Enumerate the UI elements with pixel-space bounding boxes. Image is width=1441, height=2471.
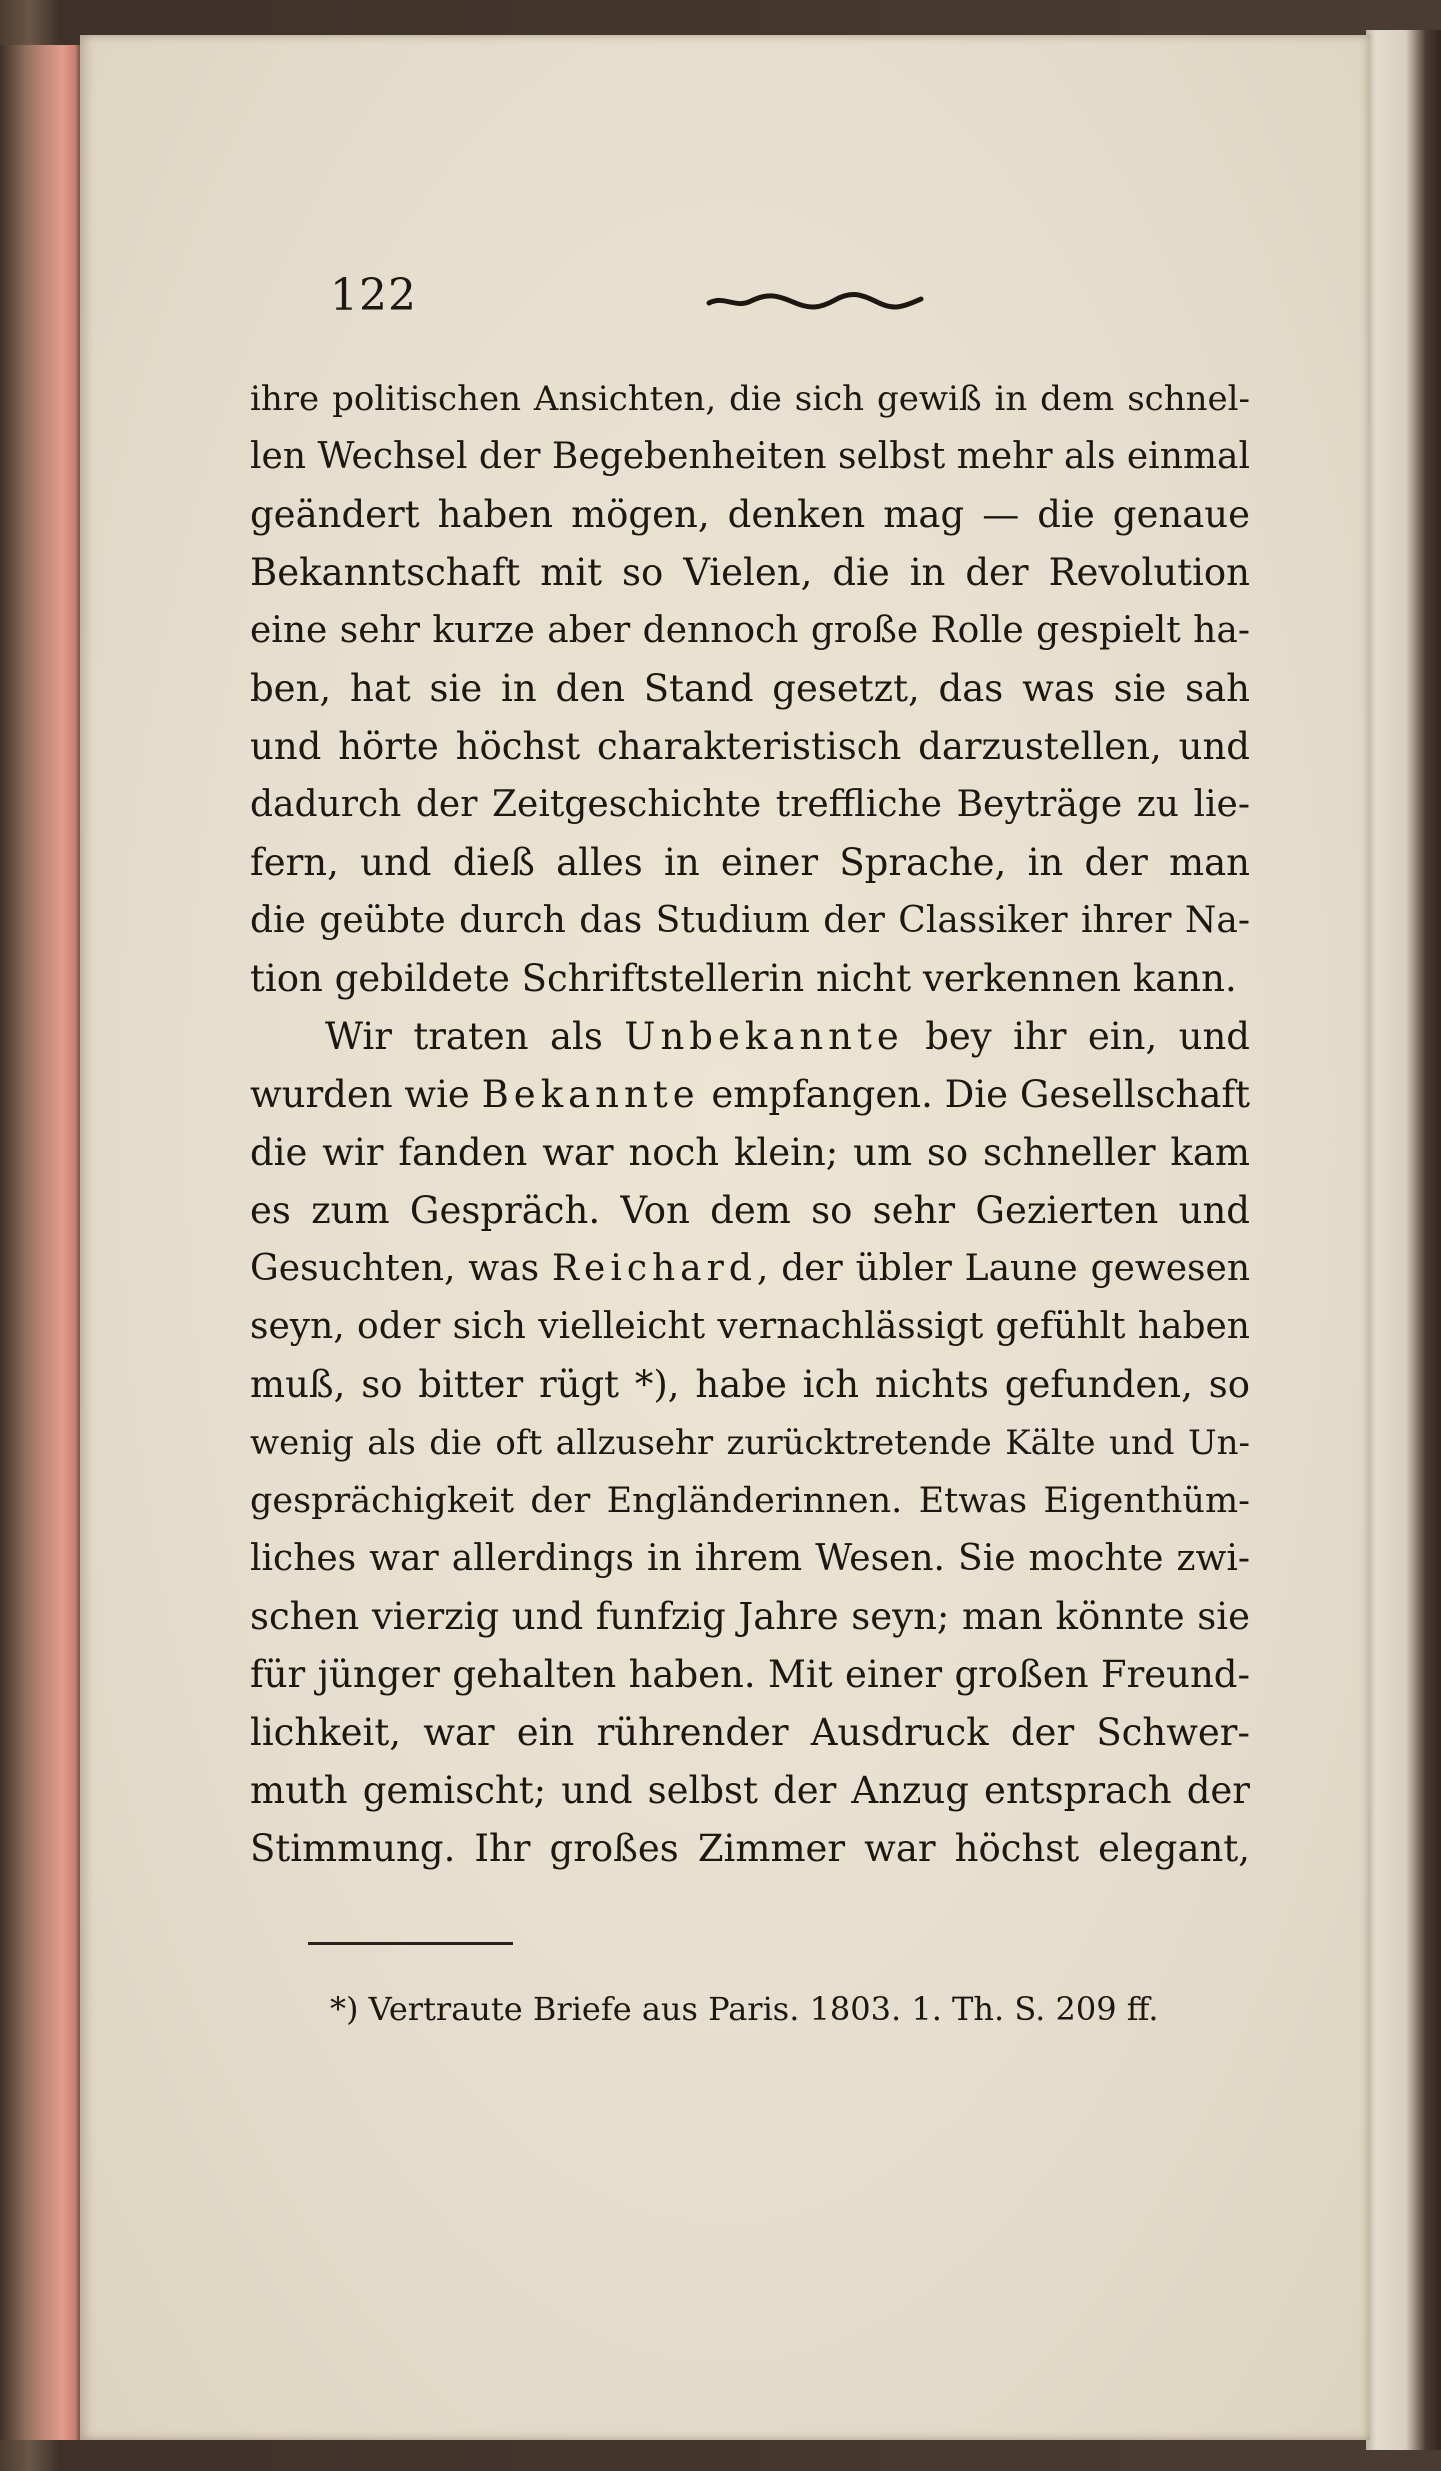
text-line: liches war allerdings in ihrem Wesen. Sie mochte zwi- — [250, 1538, 1250, 1579]
text-line: muth gemischt; und selbst der Anzug entsprach der — [250, 1769, 1250, 1812]
text-line: dadurch der Zeitgeschichte treffliche Beyträge zu lie- — [250, 784, 1250, 825]
text-line — [250, 1008, 1250, 1066]
footnote: *) Vertraute Briefe aus Paris. 1803. 1. Th. S. 209 ff. — [330, 1990, 1159, 2028]
text-line: fern, und dieß alles in einer Sprache, in der man — [250, 841, 1250, 884]
text-line: und hörte höchst charakteristisch darzustellen, und — [250, 725, 1250, 768]
text-line: wenig als die oft allzusehr zurücktretende Kälte und Un- — [250, 1423, 1250, 1463]
text-line: tion gebildete Schriftstellerin nicht verkennen kann. — [250, 957, 1237, 1000]
text-line: gesprächigkeit der Engländerinnen. Etwas Eigenthüm- — [250, 1481, 1250, 1521]
left-page-edge — [0, 45, 80, 2440]
text-line: muß, so bitter rügt *), habe ich nichts gefunden, so — [250, 1363, 1250, 1406]
text-line: lichkeit, war ein rührender Ausdruck der Schwer- — [250, 1711, 1250, 1754]
footnote-divider — [308, 1942, 513, 1945]
text-span: empfangen. Die Gesellschaft — [699, 1073, 1250, 1116]
text-line: schen vierzig und funfzig Jahre seyn; man könnte sie — [250, 1595, 1250, 1638]
text-line: es zum Gespräch. Von dem so sehr Gezierten und — [250, 1189, 1250, 1232]
emphasis-text: Bekannte — [481, 1073, 700, 1116]
emphasis-text: Reichard — [551, 1248, 757, 1289]
page-number: 122 — [330, 270, 417, 321]
text-line: eine sehr kurze aber dennoch große Rolle gespielt ha- — [250, 610, 1250, 651]
text-line: Bekanntschaft mit so Vielen, die in der Revolution — [250, 551, 1250, 594]
text-span: bey ihr ein, und — [903, 1015, 1250, 1058]
text-line: len Wechsel der Begebenheiten selbst mehr als einmal — [250, 436, 1250, 477]
text-line — [250, 1066, 1250, 1124]
text-line: für jünger gehalten haben. Mit einer großen Freund- — [250, 1653, 1250, 1696]
main-text — [250, 370, 1250, 1878]
text-line: die wir fanden war noch klein; um so schneller kam — [250, 1131, 1250, 1174]
right-page-edge — [1366, 30, 1441, 2450]
text-line: geändert haben mögen, denken mag — die genaue — [250, 493, 1250, 536]
text-span: Gesuchten, was — [250, 1248, 552, 1289]
book-page — [80, 35, 1370, 2440]
text-line: seyn, oder sich vielleicht vernachlässigt gefühlt haben — [250, 1306, 1250, 1347]
text-span: , der übler Laune gewesen — [756, 1248, 1251, 1289]
text-line: ihre politischen Ansichten, die sich gewiß in dem schnel- — [250, 379, 1250, 419]
text-line: Stimmung. Ihr großes Zimmer war höchst elegant, — [250, 1827, 1250, 1870]
text-span: Wir traten als — [325, 1015, 625, 1058]
text-span: wurden wie — [250, 1073, 482, 1116]
text-line — [250, 1240, 1250, 1298]
text-line: die geübte durch das Studium der Classiker ihrer Na- — [250, 900, 1250, 941]
emphasis-text: Unbekannte — [624, 1015, 904, 1058]
ornament-rule — [705, 285, 925, 315]
text-line: ben, hat sie in den Stand gesetzt, das was sie sah — [250, 667, 1250, 710]
